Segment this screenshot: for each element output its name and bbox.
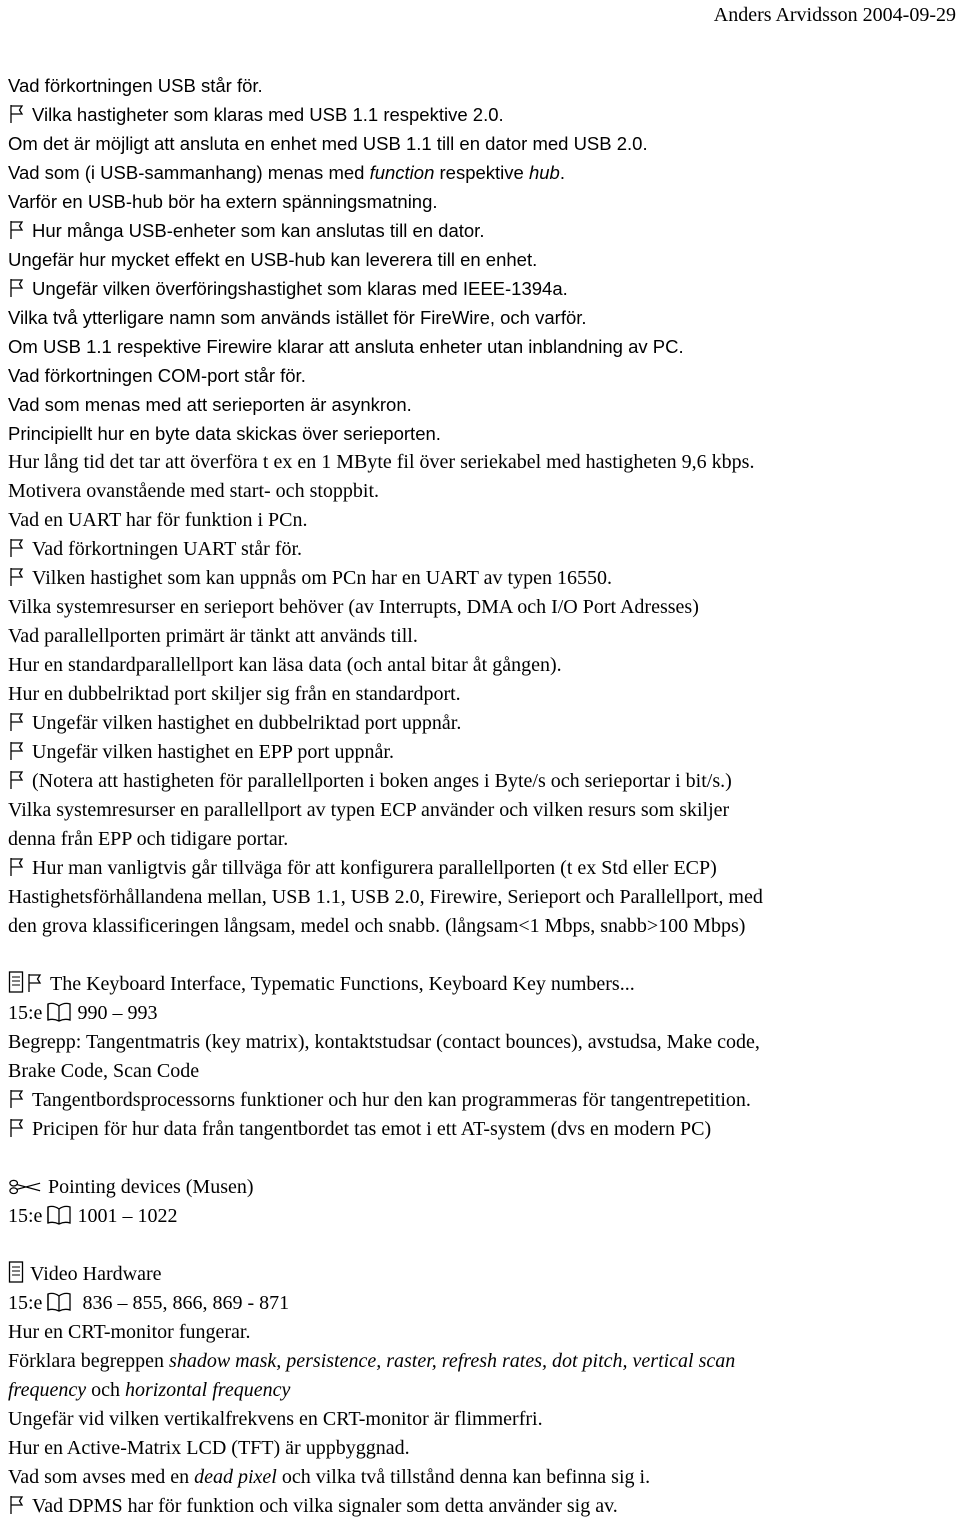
flag-icon (8, 1118, 26, 1138)
question-line: Vad förkortningen UART står för. (8, 535, 960, 564)
question-line: Hur en Active-Matrix LCD (TFT) är uppbyggnad. (8, 1437, 410, 1459)
reference-line: 15:e 1001 – 1022 (8, 1205, 178, 1227)
question-line: Vad som menas med att serieporten är asynkron. (8, 394, 412, 415)
question-line: Hur man vanligtvis går tillväga för att konfigurera parallellporten (t ex Std eller ECP) (8, 854, 960, 883)
question-line: Vad som (i USB-sammanhang) menas med function respektive hub. (8, 162, 565, 183)
document-icon (8, 1261, 24, 1283)
flag-icon (8, 104, 26, 124)
question-line: Vad parallellporten primärt är tänkt att används till. (8, 625, 418, 647)
question-line: Vilka systemresurser en serieport behöver (av Interrupts, DMA och I/O Port Adresses) (8, 596, 699, 618)
book-icon (47, 1205, 71, 1225)
book-icon (47, 1292, 71, 1312)
book-icon (47, 1002, 71, 1022)
question-line: Hur en standardparallellport kan läsa data (och antal bitar åt gången). (8, 654, 562, 676)
document-icon (8, 971, 24, 993)
question-line: Tangentbordsprocessorns funktioner och hur den kan programmeras för tangentrepetition. (8, 1086, 960, 1115)
flag-icon (8, 857, 26, 877)
question-line: denna från EPP och tidigare portar. (8, 828, 289, 850)
question-line: Vilka två ytterligare namn som används istället för FireWire, och varför. (8, 307, 587, 328)
question-line: Vad förkortningen USB står för. (8, 75, 263, 96)
flag-icon (8, 567, 26, 587)
question-line: Begrepp: Tangentmatris (key matrix), kontaktstudsar (contact bounces), avstudsa, Make code, (8, 1031, 760, 1053)
flag-icon (8, 220, 26, 240)
question-line: Brake Code, Scan Code (8, 1060, 200, 1082)
flag-icon (8, 278, 26, 298)
question-line: Principiellt hur en byte data skickas över serieporten. (8, 423, 441, 444)
flag-icon (8, 1495, 26, 1515)
flag-icon (8, 1089, 26, 1109)
question-line: frequency och horizontal frequency (8, 1379, 291, 1401)
question-line: den grova klassificeringen långsam, medel och snabb. (långsam<1 Mbps, snabb>100 Mbps) (8, 915, 746, 937)
question-list (8, 71, 960, 1521)
question-line: Vad en UART har för funktion i PCn. (8, 509, 308, 531)
scissors-icon (8, 1176, 42, 1196)
question-line: Ungefär vilken hastighet en EPP port uppnår. (8, 738, 960, 767)
question-line: Om USB 1.1 respektive Firewire klarar att ansluta enheter utan inblandning av PC. (8, 336, 684, 357)
reference-line: 15:e 836 – 855, 866, 869 - 871 (8, 1292, 290, 1314)
reference-line: 15:e 990 – 993 (8, 1002, 158, 1024)
question-line: Vilka systemresurser en parallellport av typen ECP använder och vilken resurs som skiljer (8, 799, 730, 821)
question-line: Varför en USB-hub bör ha extern spänningsmatning. (8, 191, 438, 212)
question-line: Hastighetsförhållandena mellan, USB 1.1, USB 2.0, Firewire, Serieport och Parallellport, med (8, 886, 763, 908)
question-line: Ungefär hur mycket effekt en USB-hub kan leverera till en enhet. (8, 249, 538, 270)
section-title-pointing: Pointing devices (Musen) (8, 1173, 960, 1202)
question-line: Ungefär vilken hastighet en dubbelriktad port uppnår. (8, 709, 960, 738)
header-author-date: Anders Arvidsson 2004-09-29 (713, 4, 956, 26)
question-line: Ungefär vilken överföringshastighet som klaras med IEEE-1394a. (8, 274, 960, 303)
section-title-video: Video Hardware (8, 1260, 960, 1289)
flag-icon (8, 712, 26, 732)
question-line: Förklara begreppen shadow mask, persistence, raster, refresh rates, dot pitch, vertical scan (8, 1350, 736, 1372)
question-line: Vad DPMS har för funktion och vilka signaler som detta använder sig av. (8, 1492, 960, 1521)
flag-icon (8, 770, 26, 790)
question-line: Om det är möjligt att ansluta en enhet med USB 1.1 till en dator med USB 2.0. (8, 133, 648, 154)
question-line: Hur en dubbelriktad port skiljer sig från en standardport. (8, 683, 461, 705)
question-line: Hur lång tid det tar att överföra t ex en 1 MByte fil över seriekabel med hastigheten 9,6 kbps. (8, 451, 755, 473)
question-line: Vilka hastigheter som klaras med USB 1.1 respektive 2.0. (8, 100, 960, 129)
flag-icon (8, 538, 26, 558)
flag-icon (26, 973, 44, 993)
question-line: Hur många USB-enheter som kan anslutas till en dator. (8, 216, 960, 245)
question-line: Motivera ovanstående med start- och stoppbit. (8, 480, 380, 502)
question-line: (Notera att hastigheten för parallellporten i boken anges i Byte/s och serieportar i bit/s.) (8, 767, 960, 796)
question-line: Hur en CRT-monitor fungerar. (8, 1321, 251, 1343)
question-line: Pricipen för hur data från tangentbordet tas emot i ett AT-system (dvs en modern PC) (8, 1115, 960, 1144)
question-line: Vad förkortningen COM-port står för. (8, 365, 306, 386)
question-line: Ungefär vid vilken vertikalfrekvens en CRT-monitor är flimmerfri. (8, 1408, 543, 1430)
flag-icon (8, 741, 26, 761)
section-title-keyboard: The Keyboard Interface, Typematic Functions, Keyboard Key numbers... (8, 970, 960, 999)
question-line: Vad som avses med en dead pixel och vilka två tillstånd denna kan befinna sig i. (8, 1466, 651, 1488)
question-line: Vilken hastighet som kan uppnås om PCn har en UART av typen 16550. (8, 564, 960, 593)
